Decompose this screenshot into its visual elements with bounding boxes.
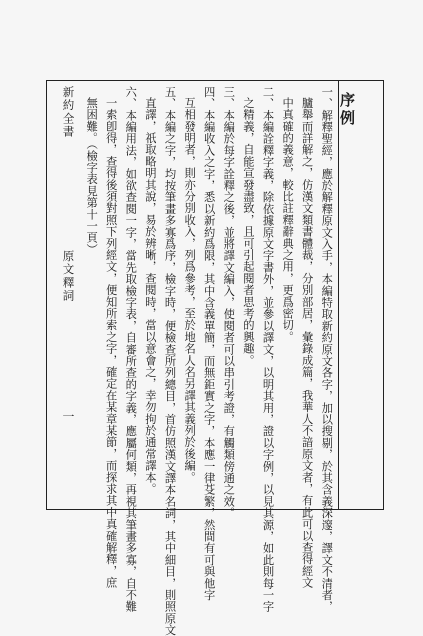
preface-line: 一索卽得，查得後須對照下列經文，便知所索之字，確定在某章某節，而探求其中真確解釋，庶	[104, 97, 118, 589]
preface-line: 三、本編於每字詮釋之後，並將譯文編入，使閱者可以串引考證，有觸類傍通之效。	[222, 86, 236, 519]
section-title: 原文釋詞	[61, 250, 76, 303]
preface-line: 之精義，自能宣發盡致，且可引起閱者思考的興趣。	[241, 97, 255, 367]
preface-line: 六、本編用法，如欲查閱一字，當先取檢字表，自審所查的字義，應屬何類，再視其筆畫多寡，自不難	[124, 86, 138, 613]
preface-line: 無困難。（檢字表見第十一頁）	[85, 97, 99, 256]
preface-line: 二、本編詮釋字義，除依據原文字書外，並參以譯文，以明其用，證以字例，以見其源，如此則每一字	[261, 86, 275, 613]
running-title: 新約全書	[61, 86, 76, 139]
preface-line: 臚舉而詳解之，仿漢文類書體裁，分別部居，彙錄成篇，我華人不諳原文者，有此可以查得經文	[300, 97, 314, 589]
preface-line: 直譯，祇取略明其說，易於辨晰，查閱時，當以意會之，幸勿拘於通常譯本。	[143, 97, 157, 495]
folio-number: 一	[61, 410, 75, 423]
preface-line: 互相發明者，則亦分別收入，列爲參考，至於地名人名另譯其義列於後編。	[183, 97, 197, 484]
preface-line: 五、本編之字，均按筆畫多寡爲序，檢字時，便檢查所列總目，首仿照漢文譯本名詞，其中細目，則照原文	[163, 86, 177, 636]
preface-line: 一、解釋聖經，應於解釋原文入手，本編特取新約原文各字，加以搜剔，於其含義深邃，譯文不清者，	[320, 86, 334, 613]
preface-line: 四、本編收入之字，悉以新約爲限，其中含義單簡，而無鉅實之字，本應一律芟繁，然間有可與他字	[202, 86, 216, 601]
preface-heading: 序例	[338, 92, 356, 128]
preface-line: 中真確的義意，較比註釋辭典之用，更爲密切。	[281, 97, 295, 343]
